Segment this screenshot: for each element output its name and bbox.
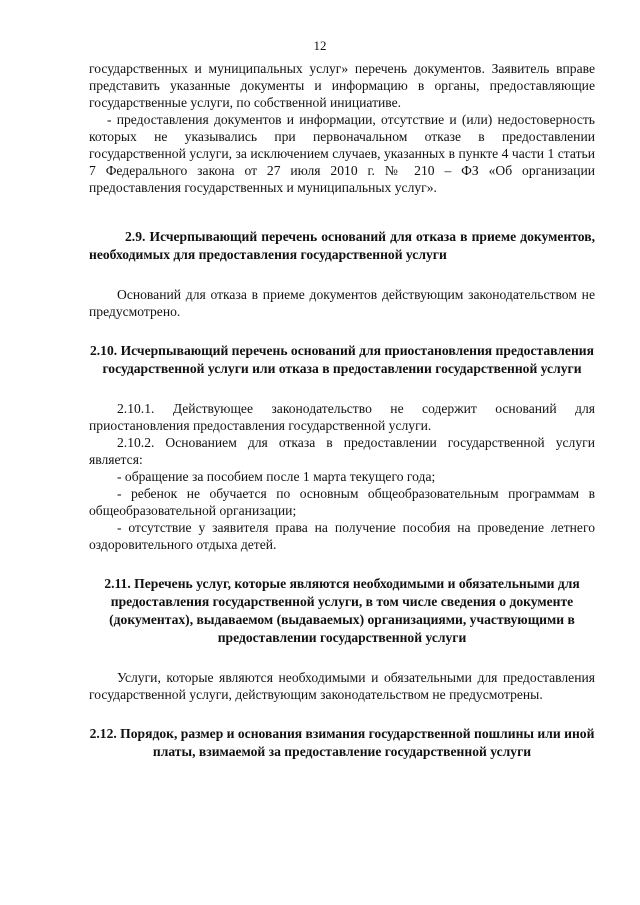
section-2-11-body: Услуги, которые являются необходимыми и обязательными для предоставления государственной услуги, действующим законодательством не предусмотрены. [89, 670, 595, 702]
section-2-10-list-item-2: - ребенок не обучается по основным общеобразовательным программам в общеобразовательной организации; [89, 486, 595, 518]
intro-list-item: - предоставления документов и информации, отсутствие и (или) недостоверность которых не указывались при первоначальном отказе в предоставлении государственной услуги, за исключением случаев, указанных в пункте 4 части 1 статьи 7 Федерального закона от 27 июля 2010 г. № 210 – ФЗ «Об организации предоставления государственных и муниципальных услуг». [89, 112, 595, 195]
section-2-10-paragraph-1: 2.10.1. Действующее законодательство не содержит оснований для приостановления предоставления государственной услуги. [89, 401, 595, 433]
section-2-9-body: Оснований для отказа в приеме документов действующим законодательством не предусмотрено. [89, 287, 595, 319]
section-2-10-paragraph-2: 2.10.2. Основанием для отказа в предоставлении государственной услуги является: [89, 435, 595, 467]
page-number: 12 [313, 38, 327, 53]
section-2-10-list-item-3: - отсутствие у заявителя права на получение пособия на проведение летнего оздоровительного отдыха детей. [89, 520, 595, 552]
document-body [89, 60, 595, 761]
section-2-9-heading: 2.9. Исчерпывающий перечень оснований для отказа в приеме документов, необходимых для предоставления государственной услуги [89, 229, 595, 262]
intro-paragraph: государственных и муниципальных услуг» перечень документов. Заявитель вправе представить указанные документы и информацию в органы, предоставляющие государственные услуги, по собственной инициативе. [89, 61, 595, 110]
section-2-10-list-item-1: - обращение за пособием после 1 марта текущего года; [117, 469, 436, 484]
section-2-10-heading: 2.10. Исчерпывающий перечень оснований для приостановления предоставления государственной услуги или отказа в предоставлении государственной услуги [89, 343, 594, 376]
section-2-11-heading: 2.11. Перечень услуг, которые являются необходимыми и обязательными для предоставления государственной услуги, в том числе сведения о документе (документах), выдаваемом (выдаваемых) организациями, участвующими в предоставлении государственной услуги [104, 576, 580, 645]
section-2-12-heading: 2.12. Порядок, размер и основания взимания государственной пошлины или иной платы, взимаемой за предоставление государственной услуги [89, 726, 595, 759]
